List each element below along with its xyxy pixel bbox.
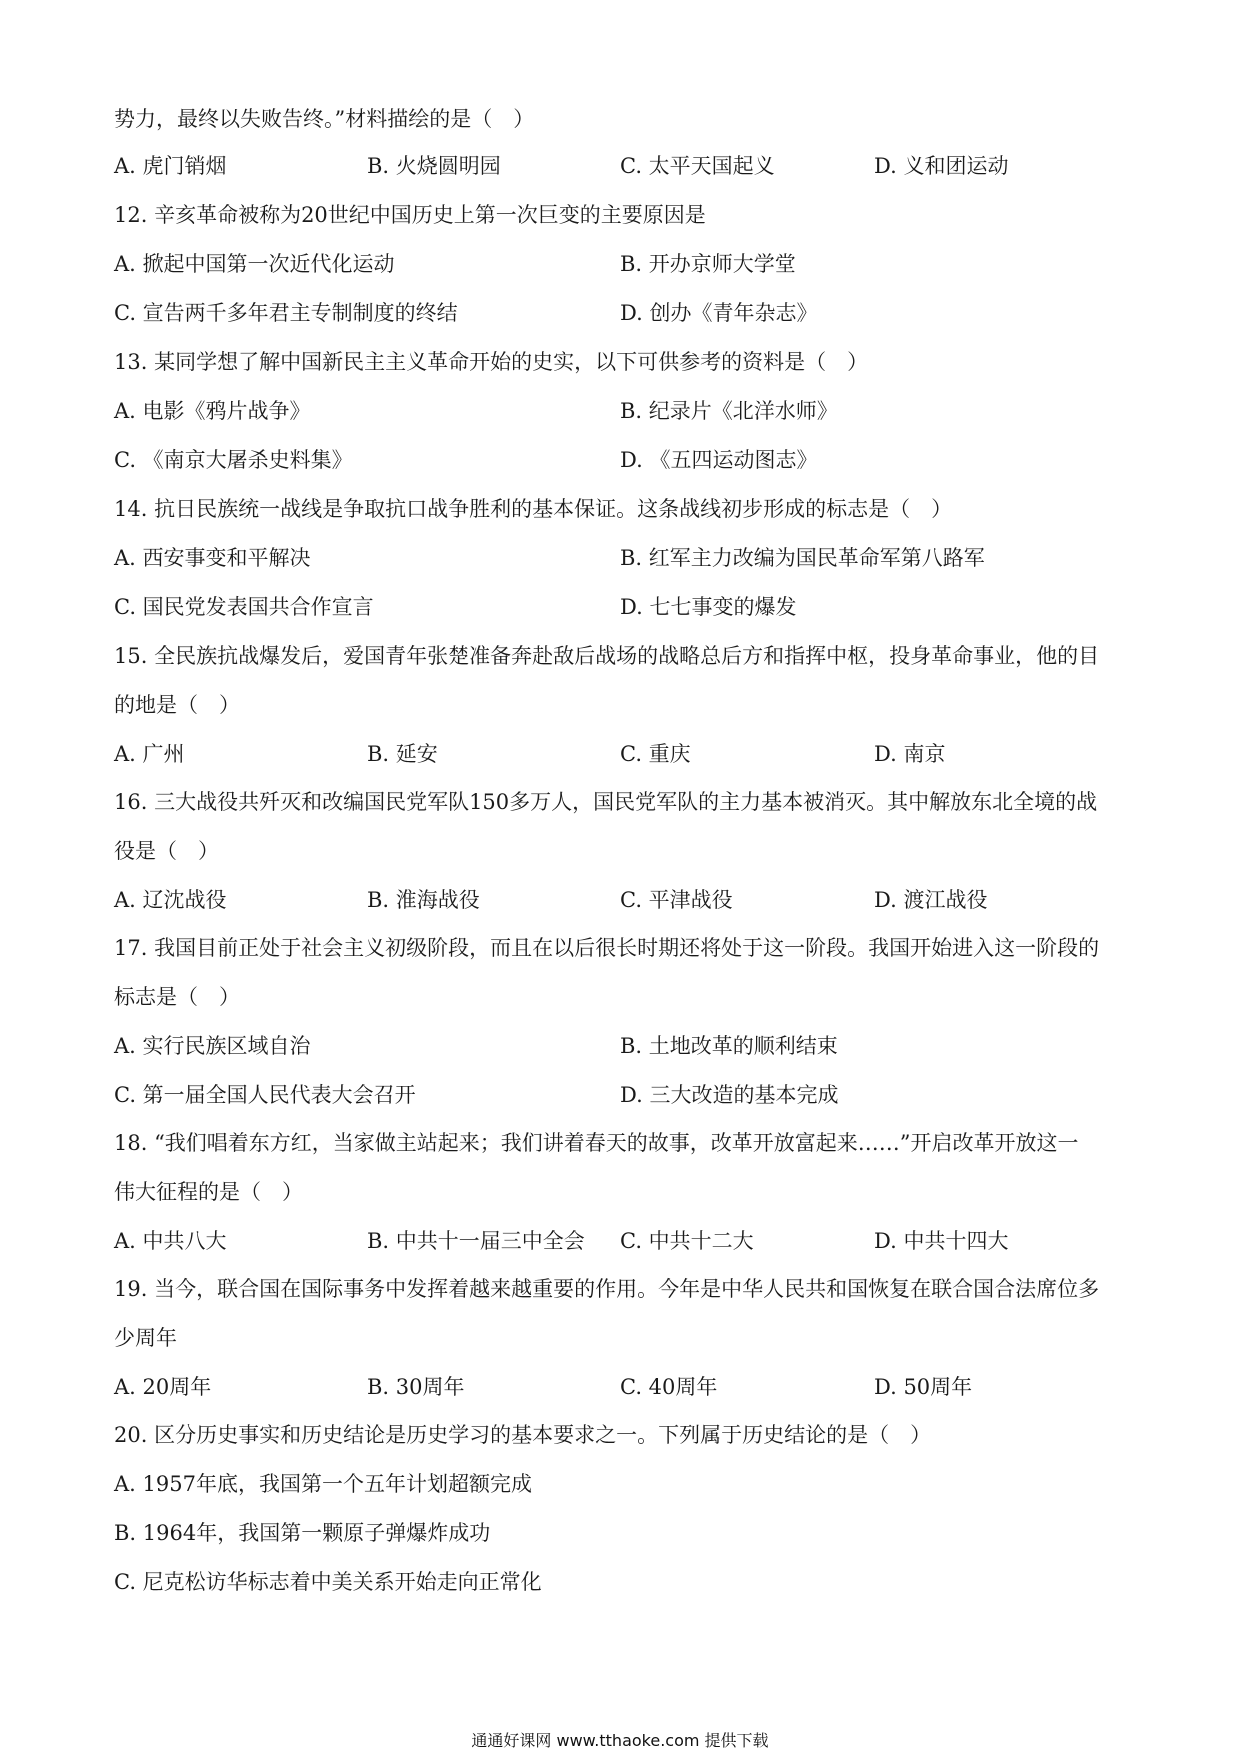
q14-option-c: C. 国民党发表国共合作宣言 <box>114 595 374 619</box>
q19-option-c: C. 40周年 <box>620 1375 718 1399</box>
q12-option-b: B. 开办京师大学堂 <box>620 252 796 276</box>
q12-option-a: A. 掀起中国第一次近代化运动 <box>114 252 395 276</box>
q18-option-d: D. 中共十四大 <box>874 1229 1009 1253</box>
q16-option-a: A. 辽沈战役 <box>114 888 227 912</box>
question-11-stem-tail: 势力，最终以失败告终。”材料描绘的是（ ） <box>114 107 535 131</box>
q18-option-b: B. 中共十一届三中全会 <box>367 1229 585 1253</box>
q19-option-b: B. 30周年 <box>367 1375 465 1399</box>
question-18-stem-line1: 18. “我们唱着东方红，当家做主站起来；我们讲着春天的故事，改革开放富起来……”开启改革开放这一 <box>114 1131 1079 1155</box>
question-19-stem-line1: 19. 当今，联合国在国际事务中发挥着越来越重要的作用。今年是中华人民共和国恢复在联合国合法席位多 <box>114 1277 1100 1301</box>
q19-option-a: A. 20周年 <box>114 1375 212 1399</box>
question-16-stem-line2: 役是（ ） <box>114 839 219 863</box>
q17-option-a: A. 实行民族区域自治 <box>114 1034 311 1058</box>
q14-option-b: B. 红军主力改编为国民革命军第八路军 <box>620 546 985 570</box>
q15-option-b: B. 延安 <box>367 742 438 766</box>
q18-option-c: C. 中共十二大 <box>620 1229 754 1253</box>
q14-option-a: A. 西安事变和平解决 <box>114 546 311 570</box>
page-footer: 通通好课网 www.tthaoke.com 提供下载 <box>471 1731 769 1750</box>
question-14-stem: 14. 抗日民族统一战线是争取抗口战争胜利的基本保证。这条战线初步形成的标志是（ ） <box>114 497 953 521</box>
q13-option-a: A. 电影《鸦片战争》 <box>114 399 311 423</box>
question-18-stem-line2: 伟大征程的是（ ） <box>114 1180 303 1204</box>
q16-option-c: C. 平津战役 <box>620 888 733 912</box>
question-17-stem-line1: 17. 我国目前正处于社会主义初级阶段，而且在以后很长时期还将处于这一阶段。我国开始进入这一阶段的 <box>114 936 1100 960</box>
q11-option-d: D. 义和团运动 <box>874 154 1009 178</box>
q17-option-b: B. 土地改革的顺利结束 <box>620 1034 838 1058</box>
q11-option-a: A. 虎门销烟 <box>114 154 227 178</box>
q12-option-d: D. 创办《青年杂志》 <box>620 301 818 325</box>
q13-option-c: C. 《南京大屠杀史料集》 <box>114 448 353 472</box>
q19-option-d: D. 50周年 <box>874 1375 973 1399</box>
q14-option-d: D. 七七事变的爆发 <box>620 595 797 619</box>
q15-option-d: D. 南京 <box>874 742 946 766</box>
q17-option-c: C. 第一届全国人民代表大会召开 <box>114 1083 416 1107</box>
question-12-stem: 12. 辛亥革命被称为20世纪中国历史上第一次巨变的主要原因是 <box>114 203 706 227</box>
question-15-stem-line2: 的地是（ ） <box>114 693 240 717</box>
question-19-stem-line2: 少周年 <box>114 1326 177 1350</box>
question-16-stem-line1: 16. 三大战役共歼灭和改编国民党军队150多万人，国民党军队的主力基本被消灭。其中解放东北全境的战 <box>114 790 1098 814</box>
question-20-stem: 20. 区分历史事实和历史结论是历史学习的基本要求之一。下列属于历史结论的是（ ） <box>114 1423 932 1447</box>
q11-option-b: B. 火烧圆明园 <box>367 154 501 178</box>
q16-option-b: B. 淮海战役 <box>367 888 480 912</box>
q12-option-c: C. 宣告两千多年君主专制制度的终结 <box>114 301 458 325</box>
q16-option-d: D. 渡江战役 <box>874 888 988 912</box>
q20-option-b: B. 1964年，我国第一颗原子弹爆炸成功 <box>114 1521 491 1545</box>
q18-option-a: A. 中共八大 <box>114 1229 227 1253</box>
question-17-stem-line2: 标志是（ ） <box>114 985 240 1009</box>
q13-option-b: B. 纪录片《北洋水师》 <box>620 399 838 423</box>
q11-option-c: C. 太平天国起义 <box>620 154 775 178</box>
q20-option-c: C. 尼克松访华标志着中美关系开始走向正常化 <box>114 1570 542 1594</box>
q13-option-d: D. 《五四运动图志》 <box>620 448 818 472</box>
q17-option-d: D. 三大改造的基本完成 <box>620 1083 839 1107</box>
q15-option-a: A. 广州 <box>114 742 185 766</box>
q20-option-a: A. 1957年底，我国第一个五年计划超额完成 <box>114 1472 532 1496</box>
q15-option-c: C. 重庆 <box>620 742 691 766</box>
question-15-stem-line1: 15. 全民族抗战爆发后，爱国青年张楚准备奔赴敌后战场的战略总后方和指挥中枢，投身革命事业，他的目 <box>114 644 1100 668</box>
question-13-stem: 13. 某同学想了解中国新民主主义革命开始的史实，以下可供参考的资料是（ ） <box>114 350 869 374</box>
